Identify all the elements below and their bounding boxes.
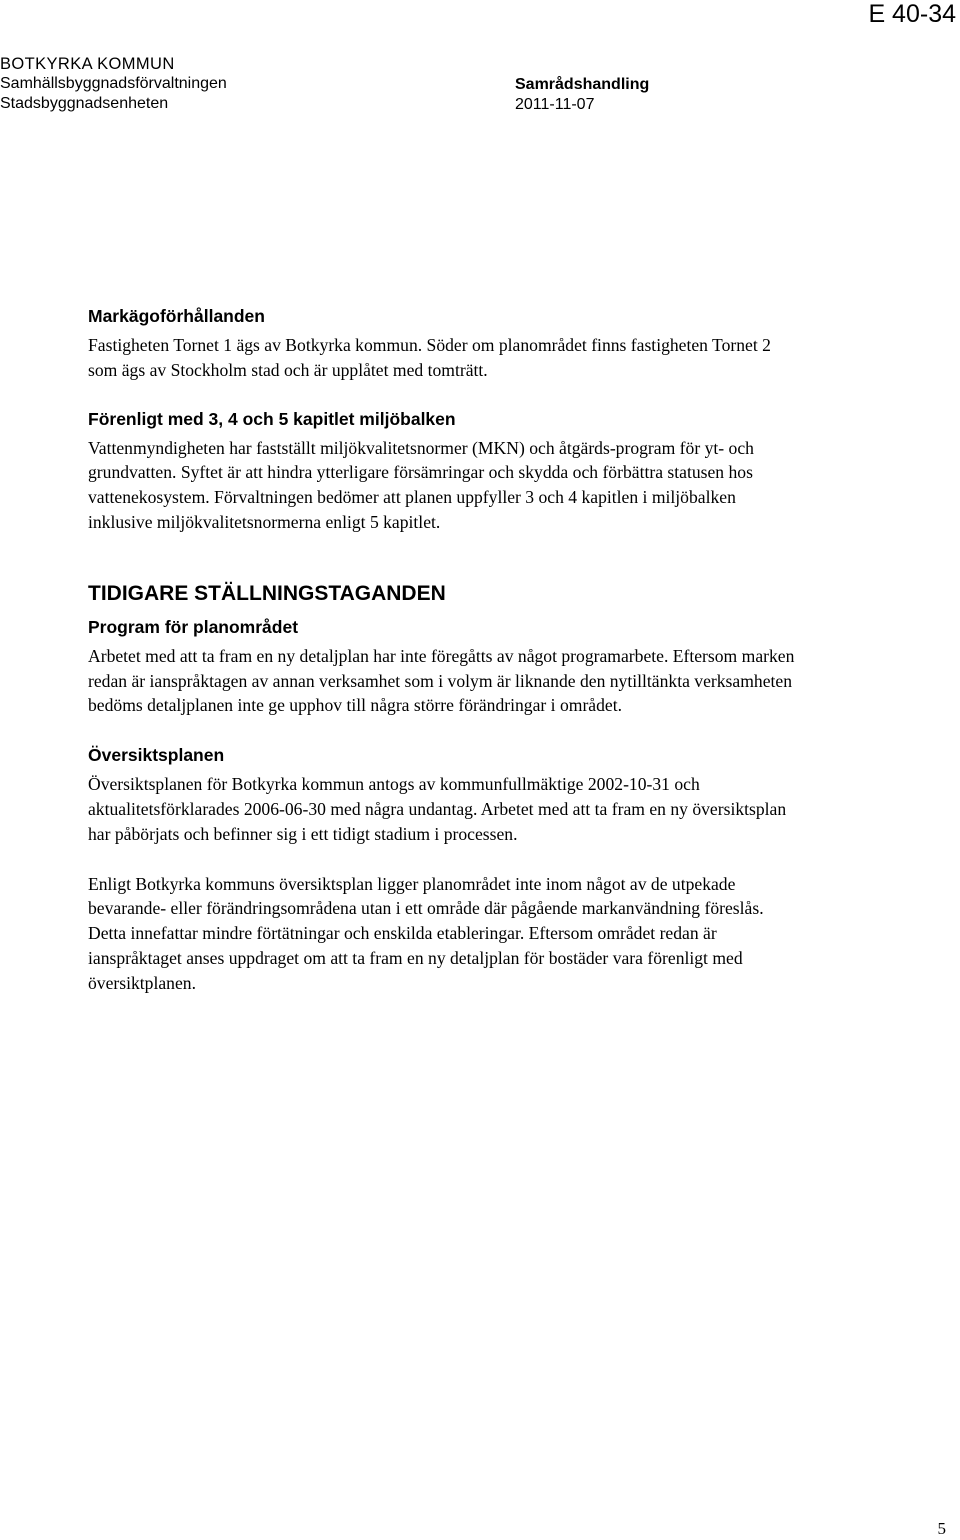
- program-heading: Program för planområdet: [88, 616, 299, 637]
- organization-block: [0, 54, 227, 114]
- document-body: [88, 304, 798, 996]
- comprehensive-plan-paragraph-1: Översiktsplanen för Botkyrka kommun antogs av kommunfullmäktige 2002-10-31 och aktualitetsförklarades 2006-06-30 med några undantag. Arbetet med att ta fram en ny översiktsplan har påbörjats och befinner sig i ett tidigt stadium i processen.: [88, 774, 787, 844]
- comprehensive-plan-paragraph-2: Enligt Botkyrka kommuns översiktsplan ligger planområdet inte inom något av de utpekade bevarande- eller förändringsområdena utan i ett område där pågående markanvändning föreslås. Detta innefattar mindre förtätningar och enskilda etableringar. Eftersom området redan är ianspråktaget anses uppdraget om att ta fram en ny detaljplan för bostäder vara förenligt med översiktplanen.: [88, 873, 764, 993]
- organization-name: BOTKYRKA KOMMUN: [0, 55, 175, 73]
- previous-positions-title: TIDIGARE STÄLLNINGSTAGANDEN: [88, 581, 446, 605]
- document-type: Samrådshandling: [515, 76, 650, 93]
- environmental-code-heading: Förenligt med 3, 4 och 5 kapitlet miljöbalken: [88, 408, 456, 429]
- comprehensive-plan-heading: Översiktsplanen: [88, 745, 225, 766]
- document-date: 2011-11-07: [515, 96, 595, 113]
- document-code: E 40-34: [868, 0, 956, 28]
- department-name: Samhällsbyggnadsförvaltningen: [0, 75, 227, 92]
- environmental-code-paragraph: Vattenmyndigheten har fastställt miljökvalitetsnormer (MKN) och åtgärds-program för yt- och grundvatten. Syftet är att hindra ytterligare försämringar och skydda och förbättra statusen hos vattenekosystem. Förvaltningen bedömer att planen uppfyller 3 och 4 kapitlen i miljöbalken inklusive miljökvalitetsnormerna enligt 5 kapitlet.: [88, 437, 754, 532]
- document-meta: [515, 75, 649, 115]
- program-paragraph: Arbetet med att ta fram en ny detaljplan har inte föregåtts av något programarbete. Eftersom marken redan är ianspråktagen av annan verksamhet som i volym är liknande den nytilltänkta verksamheten bedöms detaljplanen inte ge upphov till några större förändringar i området.: [88, 645, 795, 716]
- page-number: 5: [937, 1519, 946, 1538]
- ownership-paragraph: Fastigheten Tornet 1 ägs av Botkyrka kommun. Söder om planområdet finns fastigheten Tornet 2 som ägs av Stockholm stad och är upplåtet med tomträtt.: [88, 335, 771, 380]
- ownership-heading: Markägoförhållanden: [88, 306, 265, 326]
- unit-name: Stadsbyggnadsenheten: [0, 95, 169, 112]
